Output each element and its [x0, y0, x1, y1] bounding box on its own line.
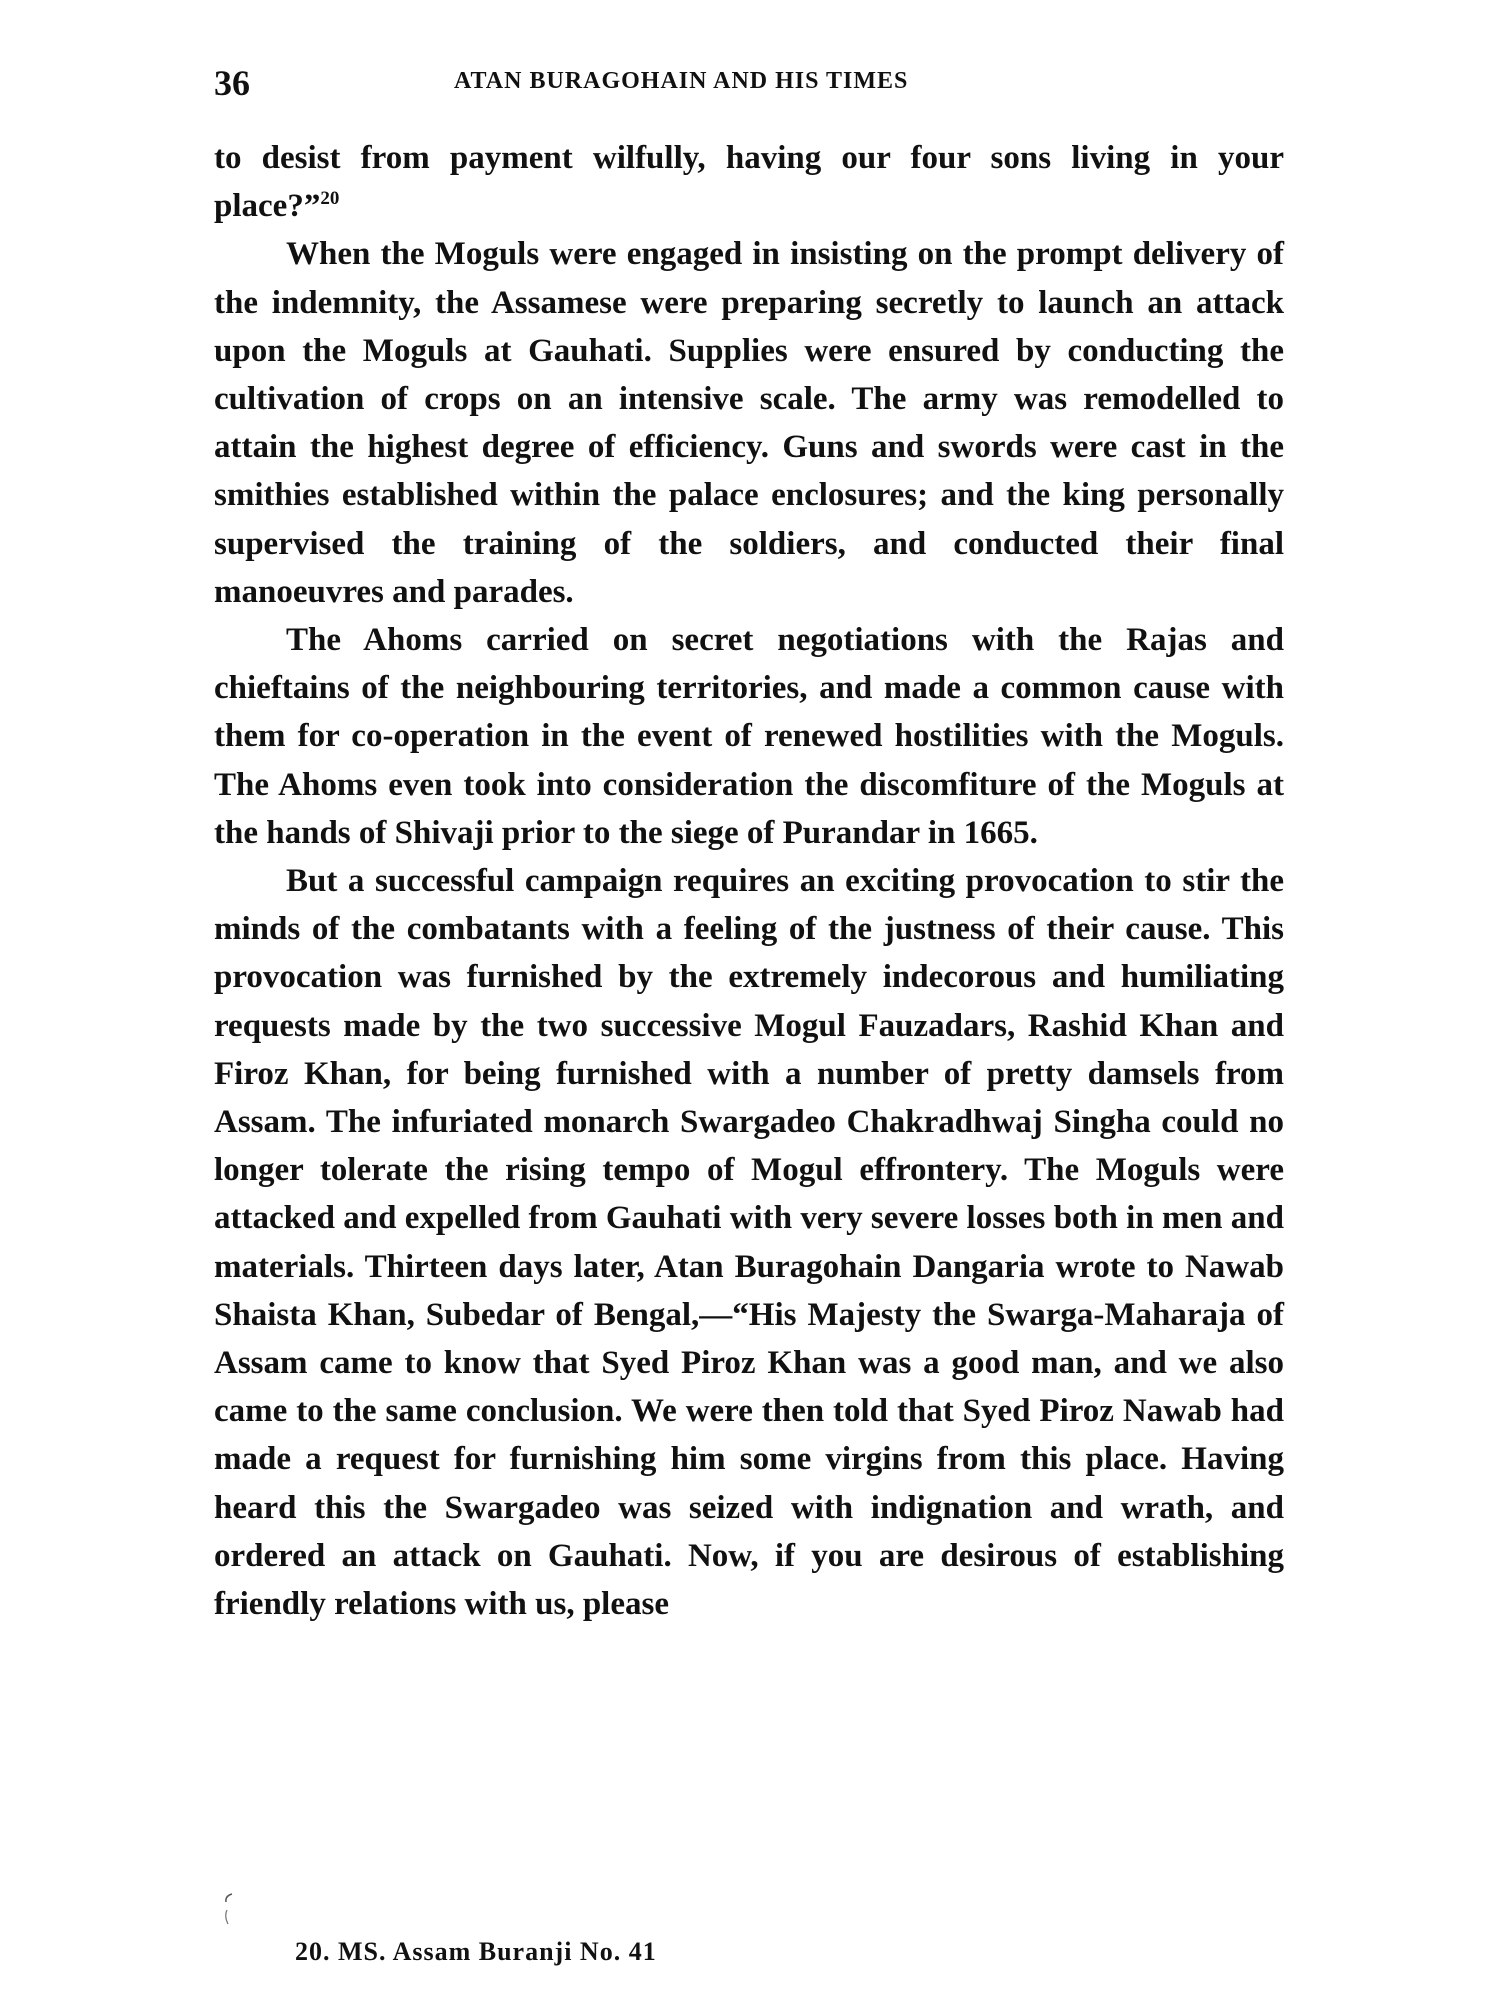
running-head: [214, 62, 1284, 106]
footnote-reference[interactable]: 20: [320, 188, 340, 210]
paragraph-4: But a successful campaign requires an exciting provocation to stir the minds of the combatants with a feeling of the justness of their cause. This provocation was furnished by the extremely indecorous and humiliating requests made by the two successive Mogul Fauzadars, Rashid Khan and Firoz Khan, for being furnished with a number of pretty damsels from Assam. The infuriated monarch Swargadeo Chakradhwaj Singha could no longer tolerate the rising tempo of Mogul effrontery. The Moguls were attacked and expelled from Gauhati with very severe losses both in men and materials. Thirteen days later, Atan Buragohain Dangaria wrote to Nawab Shaista Khan, Subedar of Bengal,—“His Majesty the Swarga-Maharaja of Assam came to know that Syed Piroz Khan was a good man, and we also came to the same conclusion. We were then told that Syed Piroz Nawab had made a request for furnishing him some virgins from this place. Having heard this the Swargadeo was seized with indignation and wrath, and ordered an attack on Gauhati. Now, if you are desirous of establishing friendly relations with us, please: [214, 863, 1284, 1623]
running-title: ATAN BURAGOHAIN AND HIS TIMES: [454, 68, 909, 94]
paragraph-1-text: to desist from payment wilfully, having our four sons living in your place?”: [214, 140, 1284, 225]
paragraph-3: The Ahoms carried on secret negotiations with the Rajas and chieftains of the neighbouring territories, and made a common cause with them for co-operation in the event of renewed hostilities with the Moguls. The Ahoms even took into consideration the discomfiture of the Moguls at the hands of Shivaji prior to the siege of Purandar in 1665.: [214, 622, 1284, 851]
body-text: [214, 134, 1284, 1628]
paragraph-1: [214, 134, 1284, 230]
page-number: 36: [214, 63, 250, 103]
paragraph-2: When the Moguls were engaged in insisting on the prompt delivery of the indemnity, the Assamese were preparing secretly to launch an attack upon the Moguls at Gauhati. Supplies were ensured by conducting the cultivation of crops on an intensive scale. The army was remodelled to attain the highest degree of efficiency. Guns and swords were cast in the smithies established within the palace enclosures; and the king personally supervised the training of the soldiers, and conducted their final manoeuvres and parades.: [214, 236, 1284, 610]
stray-ink-mark: [222, 1892, 236, 1928]
footnote: 20. MS. Assam Buranji No. 41: [295, 1937, 657, 1966]
